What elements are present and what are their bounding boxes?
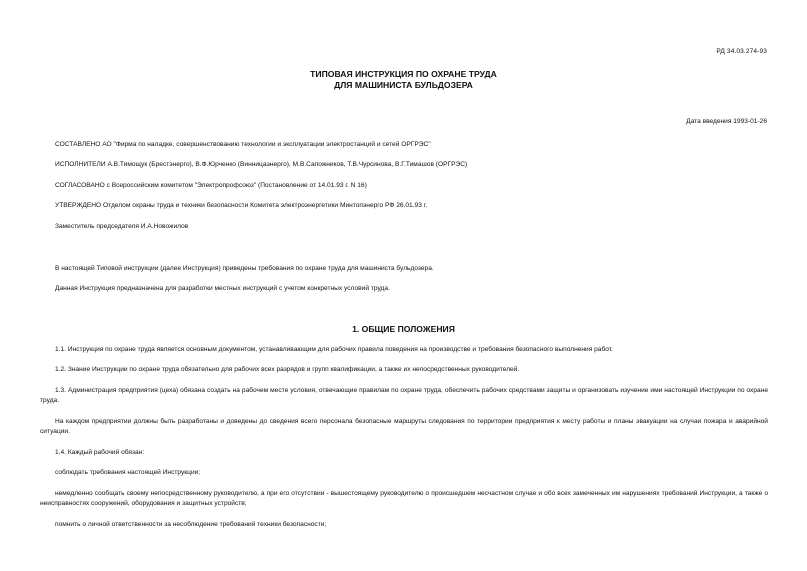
duty-item-2: немедленно сообщать своему непосредственному руководителю, а при его отсутствии - вышестоящему руководителю о происшедшем несчастном случае и обо всех замеченных им нарушениях требований Инструкции, а также о неисправностях сооружений, оборудования и защитных устройств; <box>40 490 768 507</box>
title-line-2: ДЛЯ МАШИНИСТА БУЛЬДОЗЕРА <box>334 80 473 90</box>
section-title-general: 1. ОБЩИЕ ПОЛОЖЕНИЯ <box>352 324 455 334</box>
title-line-1: ТИПОВАЯ ИНСТРУКЦИЯ ПО ОХРАНЕ ТРУДА <box>310 69 497 79</box>
agreed-with: СОГЛАСОВАНО с Всероссийским комитетом "Электропрофсоюз" (Постановление от 14.01.93 г. N 16) <box>55 182 367 189</box>
duty-item-1: соблюдать требования настоящей Инструкции; <box>55 469 201 476</box>
paragraph-1-1: 1.1. Инструкция по охране труда является основным документом, устанавливающим для рабочих правила поведения на производстве и требования безопасного выполнения работ. <box>55 346 613 353</box>
duty-item-3: помнить о личной ответственности за несоблюдение требований техники безопасности; <box>55 521 327 528</box>
deputy-chairman: Заместитель председателя И.А.Новожилов <box>55 223 189 230</box>
approved-by: УТВЕРЖДЕНО Отделом охраны труда и техники безопасности Комитета электроэнергетики Минтопэнерго РФ 26.01.93 г. <box>55 202 428 209</box>
paragraph-1-2: 1.2. Знание Инструкции по охране труда обязательно для рабочих всех разрядов и групп квалификации, а также их непосредственных руководителей. <box>55 366 520 373</box>
effective-date: Дата введения 1993-01-26 <box>686 118 767 125</box>
intro-paragraph-1: В настоящей Типовой инструкции (далее Инструкция) приведены требования по охране труда для машиниста бульдозера. <box>55 265 434 272</box>
paragraph-1-3: 1.3. Администрация предприятия (цеха) обязана создать на рабочем месте условия, отвечающие правилам по охране труда, обеспечить рабочих средствами защиты и организовать изучение ими настоящей Инструкции по охране труда. <box>40 387 768 404</box>
paragraph-1-4: 1.4. Каждый рабочий обязан: <box>55 449 145 456</box>
paragraph-1-3-evacuation: На каждом предприятии должны быть разработаны и доведены до сведения всего персонала безопасные маршруты следования по территории предприятия к месту работы и планы эвакуации на случаи пожара и аварийной ситуации. <box>40 418 768 435</box>
document-title <box>0 69 807 91</box>
intro-paragraph-2: Данная Инструкция предназначена для разработки местных инструкций с учетом конкретных условий труда. <box>55 285 390 292</box>
compiled-by: СОСТАВЛЕНО АО "Фирма по наладке, совершенствованию технологии и эксплуатации электростанций и сетей ОРГРЭС" <box>55 141 431 148</box>
executors: ИСПОЛНИТЕЛИ А.В.Тимощук (Брестэнерго), В.Ф.Юрченко (Винницаэнерго), М.В.Сапожников, Т.В.Чурсинова, В.Г.Тимашов (ОРГРЭС) <box>55 161 468 168</box>
document-code: РД 34.03.274-93 <box>716 48 767 55</box>
